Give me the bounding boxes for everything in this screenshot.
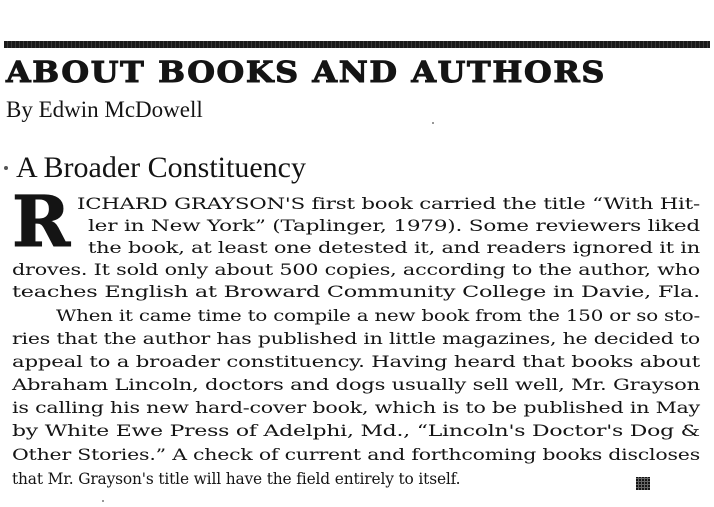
body-line: Other Stories.” A check of current and forthcoming books discloses xyxy=(12,446,700,464)
byline: By Edwin McDowell xyxy=(6,97,203,122)
body-line: teaches English at Broward Community College in Davie, Fla. xyxy=(12,283,700,301)
body-line: is calling his new hard-cover book, which is to be published in May xyxy=(12,399,701,417)
body-line: When it came time to compile a new book from the 150 or so sto- xyxy=(56,307,701,325)
scan-speck xyxy=(432,122,434,124)
bullet-dot xyxy=(4,166,8,170)
body-line: by White Ewe Press of Adelphi, Md., “Lincoln's Doctor's Dog & xyxy=(12,422,700,440)
end-mark-icon xyxy=(636,477,650,490)
body-line: Abraham Lincoln, doctors and dogs usually sell well, Mr. Grayson xyxy=(12,376,700,394)
drop-cap: R xyxy=(12,180,71,263)
body-line: ICHARD GRAYSON'S first book carried the title “With Hit- xyxy=(77,195,701,213)
body-line: that Mr. Grayson's title will have the field entirely to itself. xyxy=(12,470,461,488)
column-rule xyxy=(4,41,710,48)
scan-speck xyxy=(102,500,104,502)
body-line: the book, at least one detested it, and readers ignored it in xyxy=(88,239,700,257)
body-line: appeal to a broader constituency. Having heard that books about xyxy=(12,353,700,371)
column-head: ABOUT BOOKS AND AUTHORS xyxy=(6,55,606,89)
headline: A Broader Constituency xyxy=(16,151,306,184)
body-line: ler in New York” (Taplinger, 1979). Some reviewers liked xyxy=(88,217,700,235)
body-line: droves. It sold only about 500 copies, according to the author, who xyxy=(12,261,701,279)
body-line: ries that the author has published in little magazines, he decided to xyxy=(12,330,700,348)
